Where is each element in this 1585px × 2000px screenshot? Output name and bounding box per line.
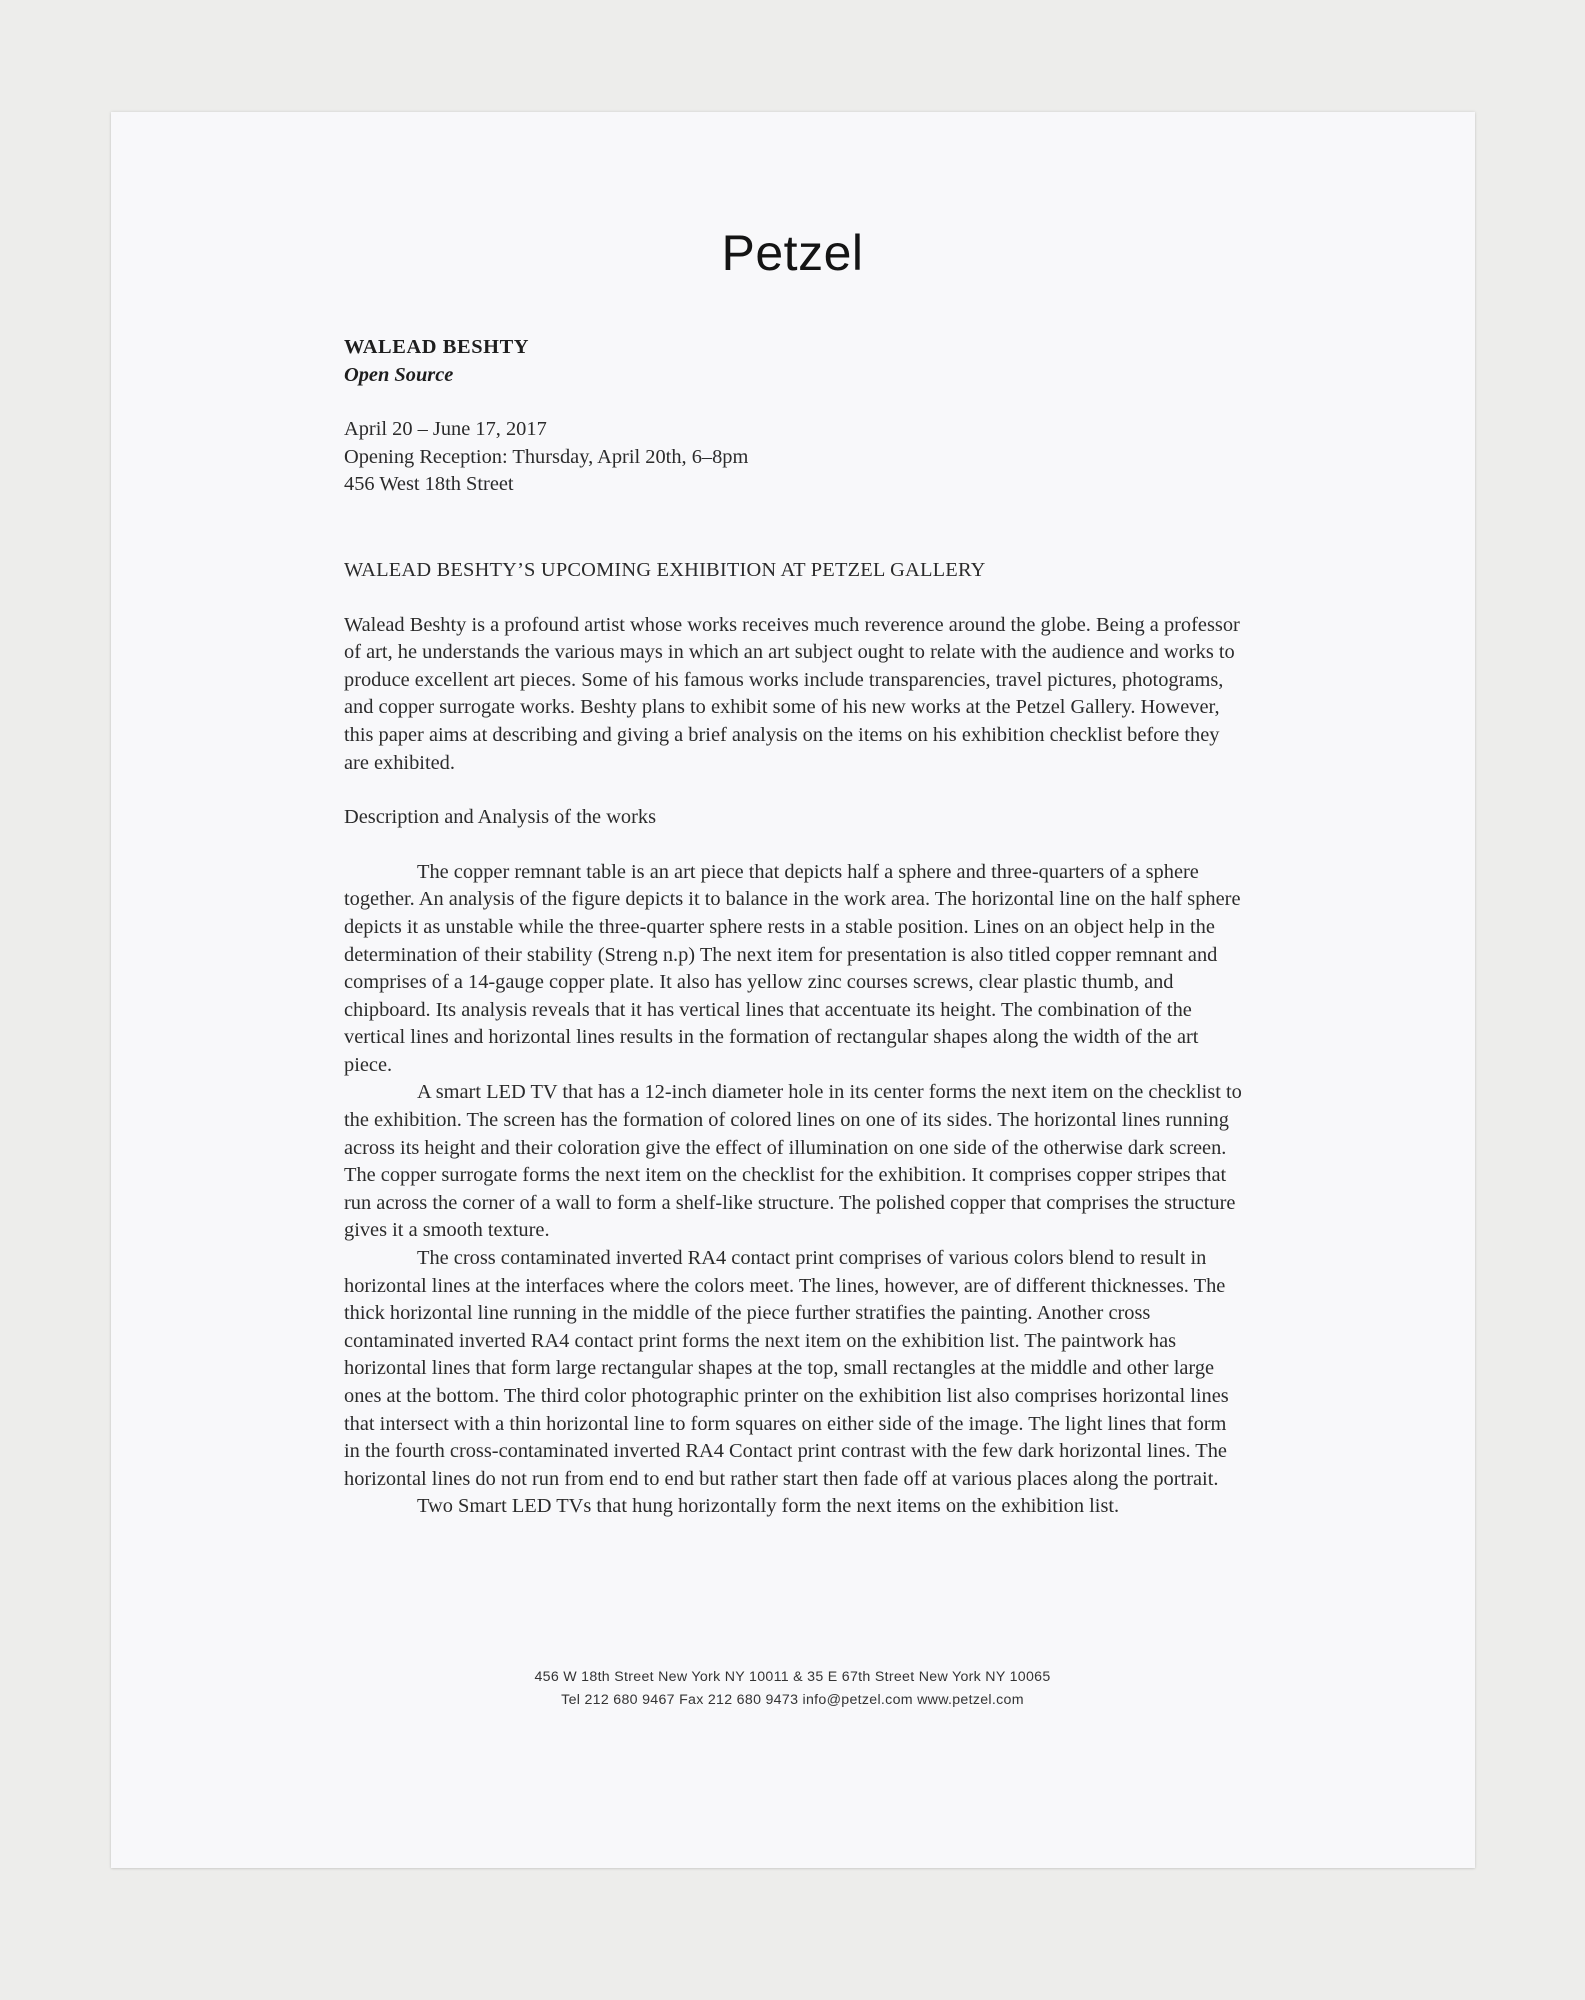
- exhibition-title: Open Source: [344, 363, 454, 386]
- artist-name: WALEAD BESHTY: [344, 336, 530, 358]
- exhibition-address: 456 West 18th Street: [344, 473, 514, 496]
- analysis-text: [344, 859, 1244, 1521]
- analysis-paragraph-3: The cross contaminated inverted RA4 contact print comprises of various colors blend to result in horizontal lines at the interfaces where the colors meet. The lines, however, are of different thicknesses. The thick horizontal line running in the middle of the piece further stratifies the painting. Another cross contaminated inverted RA4 contact print forms the next item on the exhibition list. The paintwork has horizontal lines that form large rectangular shapes at the top, small rectangles at the middle and other large ones at the bottom. The third color photographic printer on the exhibition list also comprises horizontal lines that intersect with a thin horizontal line to form squares on either side of the image. The light lines that form in the fourth cross-contaminated inverted RA4 Contact print contrast with the few dark horizontal lines. The horizontal lines do not run from end to end but rather start then fade off at various places along the portrait.: [344, 1247, 1229, 1490]
- analysis-paragraph-1: The copper remnant table is an art piece that depicts half a sphere and three-quarters of a sphere together. An analysis of the figure depicts it to balance in the work area. The horizontal line on the half sphere depicts it as unstable while the three-quarter sphere rests in a stable position. Lines on an object help in the determination of their stability (Streng n.p) The next item for presentation is also titled copper remnant and comprises of a 14-gauge copper plate. It also has yellow zinc courses screws, clear plastic thumb, and chipboard. Its analysis reveals that it has vertical lines that accentuate its height. The combination of the vertical lines and horizontal lines results in the formation of rectangular shapes along the width of the art piece.: [344, 860, 1241, 1076]
- intro-paragraph: Walead Beshty is a profound artist whose works receives much reverence around the globe. Being a professor of art, he understands the various mays in which an art subject ought to relate with the audience and works to produce excellent art pieces. Some of his famous works include transparencies, travel pictures, photograms, and copper surrogate works. Beshty plans to exhibit some of his new works at the Petzel Gallery. However, this paper aims at describing and giving a brief analysis on the items on his exhibition checklist before they are exhibited.: [344, 613, 1240, 774]
- section-heading: Description and Analysis of the works: [344, 806, 657, 829]
- exhibition-dates: April 20 – June 17, 2017: [344, 418, 547, 441]
- opening-reception: Opening Reception: Thursday, April 20th, 6–8pm: [344, 445, 749, 468]
- analysis-paragraph-4: Two Smart LED TVs that hung horizontally form the next items on the exhibition list.: [417, 1495, 1120, 1518]
- gallery-footer: [0, 1666, 1585, 1712]
- press-headline: WALEAD BESHTY’S UPCOMING EXHIBITION AT PETZEL GALLERY: [344, 558, 986, 581]
- gallery-logo: Petzel: [721, 225, 864, 281]
- exhibition-info: [344, 416, 1244, 499]
- footer-contacts: Tel 212 680 9467 Fax 212 680 9473 info@petzel.com www.petzel.com: [561, 1692, 1024, 1708]
- analysis-paragraph-2: A smart LED TV that has a 12-inch diameter hole in its center forms the next item on the checklist to the exhibition. The screen has the formation of colored lines on one of its sides. The horizontal lines running across its height and their coloration give the effect of illumination on one side of the otherwise dark screen. The copper surrogate forms the next item on the checklist for the exhibition. It comprises copper stripes that run across the corner of a wall to form a shelf-like structure. The polished copper that comprises the structure gives it a smooth texture.: [344, 1081, 1242, 1242]
- press-release-body: [344, 334, 1244, 1521]
- footer-addresses: 456 W 18th Street New York NY 10011 & 35 E 67th Street New York NY 10065: [534, 1669, 1051, 1685]
